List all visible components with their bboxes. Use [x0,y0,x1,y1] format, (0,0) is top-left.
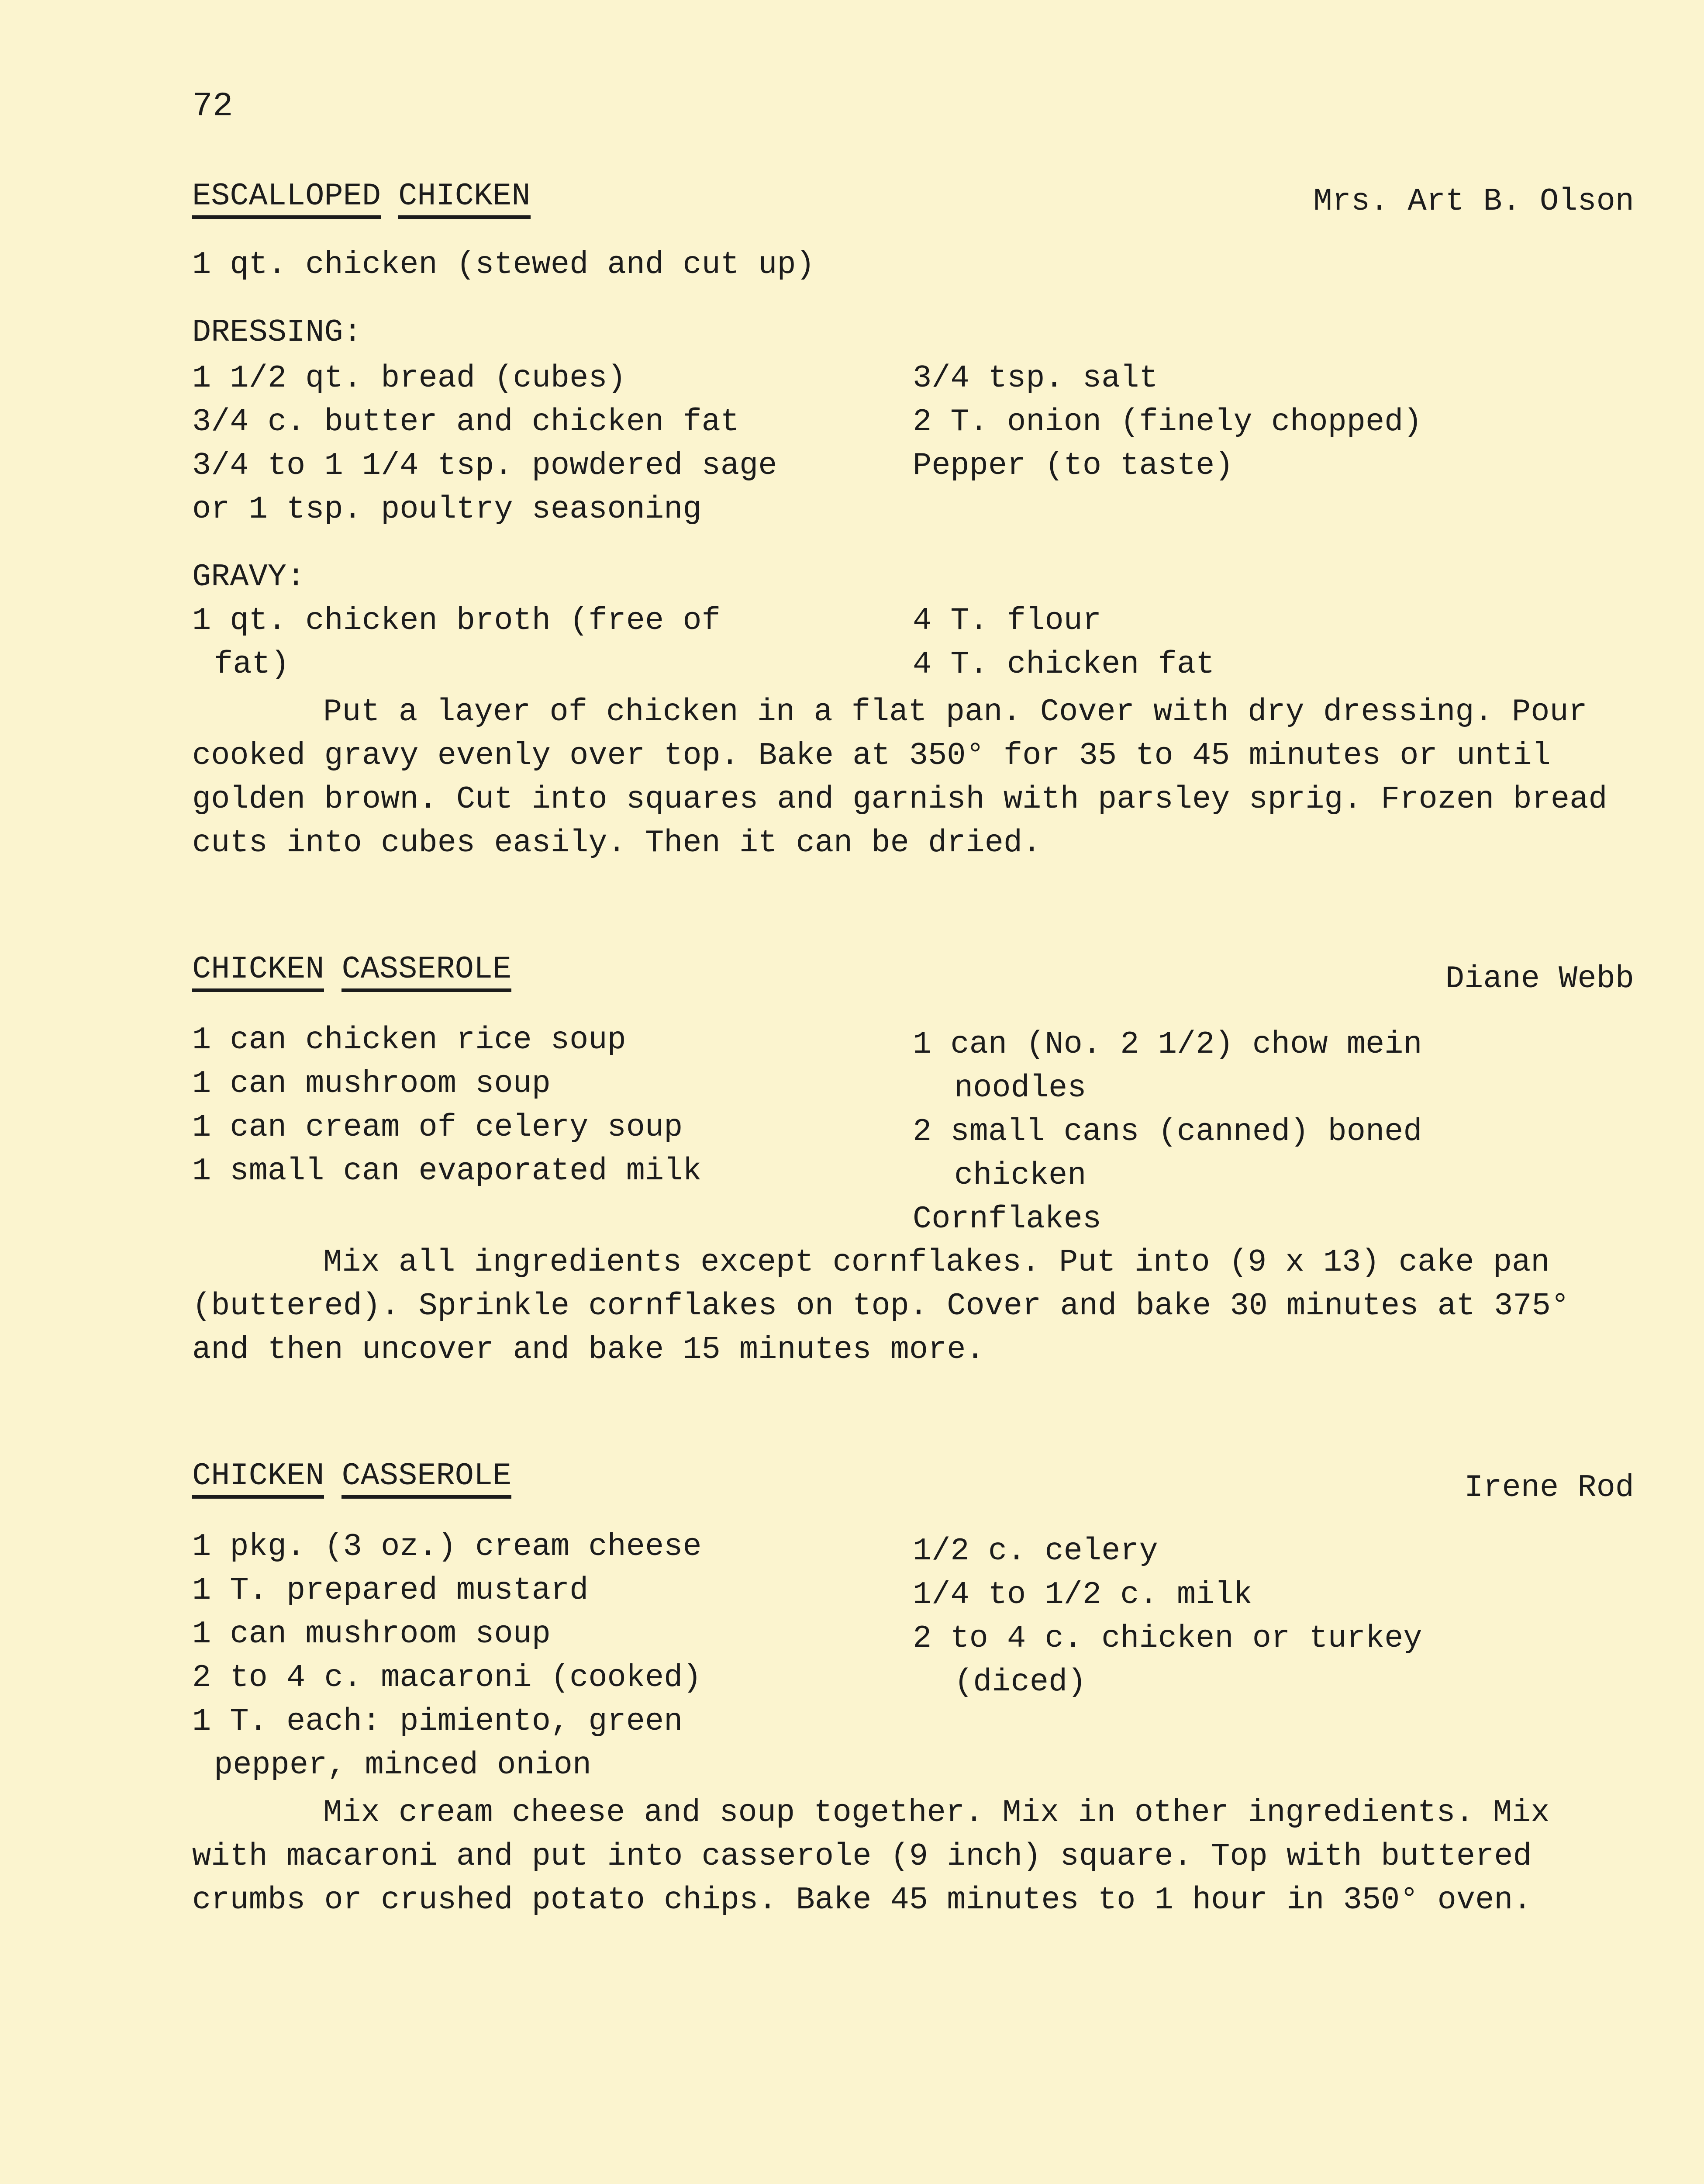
ingredient-line: or 1 tsp. poultry seasoning [192,491,702,527]
instructions-text: Put a layer of chicken in a flat pan. Cover with dry dressing. Pour cooked gravy evenly over top. Bake at 350° for 35 to 45 minutes or until golden brown. Cut into squares and garnish with parsley sprig. Frozen bread cuts into cubes easily. Then it can be dried. [192,694,1607,861]
section-label: DRESSING: [192,314,362,350]
ingredient-line: 1 T. each: pimiento, green [192,1704,683,1739]
ingredient-line: noodles [954,1070,1087,1106]
recipe-instructions [192,1791,1633,1922]
recipe-title-word: CHICKEN [192,1459,324,1499]
ingredient-line: Cornflakes [913,1201,1102,1237]
ingredient-line: fat) [214,646,290,682]
recipe-title-word: CASSEROLE [341,1459,511,1499]
ingredient-line: Pepper (to taste) [913,448,1234,484]
ingredient-line: 1 small can evaporated milk [192,1153,702,1189]
instructions-text: Mix all ingredients except cornflakes. Put into (9 x 13) cake pan (buttered). Sprinkle cornflakes on top. Cover and bake 30 minutes at 375° and then uncover and bake 15 minutes more. [192,1244,1570,1368]
ingredient-line: 2 to 4 c. macaroni (cooked) [192,1660,702,1696]
ingredient-line: 1 qt. chicken (stewed and cut up) [192,247,815,283]
ingredient-line: (diced) [954,1664,1087,1700]
ingredient-line: 1 can mushroom soup [192,1616,551,1652]
recipe-title-word: ESCALLOPED [192,179,381,219]
ingredient-line: 2 T. onion (finely chopped) [913,404,1422,440]
ingredient-line: 1 pkg. (3 oz.) cream cheese [192,1529,702,1565]
ingredient-line: 1 1/2 qt. bread (cubes) [192,360,626,396]
section-label: GRAVY: [192,559,306,595]
ingredient-line: 1/4 to 1/2 c. milk [913,1577,1252,1613]
ingredient-line: 4 T. flour [913,603,1102,639]
ingredient-line: pepper, minced onion [214,1747,592,1783]
recipe-author: Mrs. Art B. Olson [1313,183,1634,219]
instructions-text: Mix cream cheese and soup together. Mix in other ingredients. Mix with macaroni and put into casserole (9 inch) square. Top with buttered crumbs or crushed potato chips. Bake 45 minutes to 1 hour in 350° oven. [192,1795,1550,1918]
recipe-title-word: CHICKEN [398,179,530,219]
recipe-title [192,952,511,992]
ingredient-line: 4 T. chicken fat [913,646,1215,682]
ingredient-line: 2 to 4 c. chicken or turkey [913,1621,1422,1656]
ingredient-line: 2 small cans (canned) boned [913,1114,1422,1150]
ingredient-line: 1 can (No. 2 1/2) chow mein [913,1026,1422,1062]
recipe-title [192,1459,511,1499]
recipe-title [192,179,531,219]
ingredient-line: 1 can chicken rice soup [192,1022,626,1058]
ingredient-line: 1/2 c. celery [913,1533,1158,1569]
page-number: 72 [192,87,233,126]
ingredient-line: 1 can mushroom soup [192,1066,551,1102]
recipe-title-word: CASSEROLE [341,952,511,992]
recipe-author: Diane Webb [1445,961,1634,997]
recipe-instructions [192,1241,1633,1372]
recipe-author: Irene Rod [1464,1470,1634,1506]
ingredient-line: chicken [954,1158,1087,1193]
ingredient-line: 3/4 tsp. salt [913,360,1158,396]
recipe-title-word: CHICKEN [192,952,324,992]
recipe-instructions [192,690,1633,865]
ingredient-line: 1 T. prepared mustard [192,1572,589,1608]
ingredient-line: 1 can cream of celery soup [192,1109,683,1145]
ingredient-line: 1 qt. chicken broth (free of [192,603,721,639]
ingredient-line: 3/4 to 1 1/4 tsp. powdered sage [192,448,777,484]
ingredient-line: 3/4 c. butter and chicken fat [192,404,740,440]
